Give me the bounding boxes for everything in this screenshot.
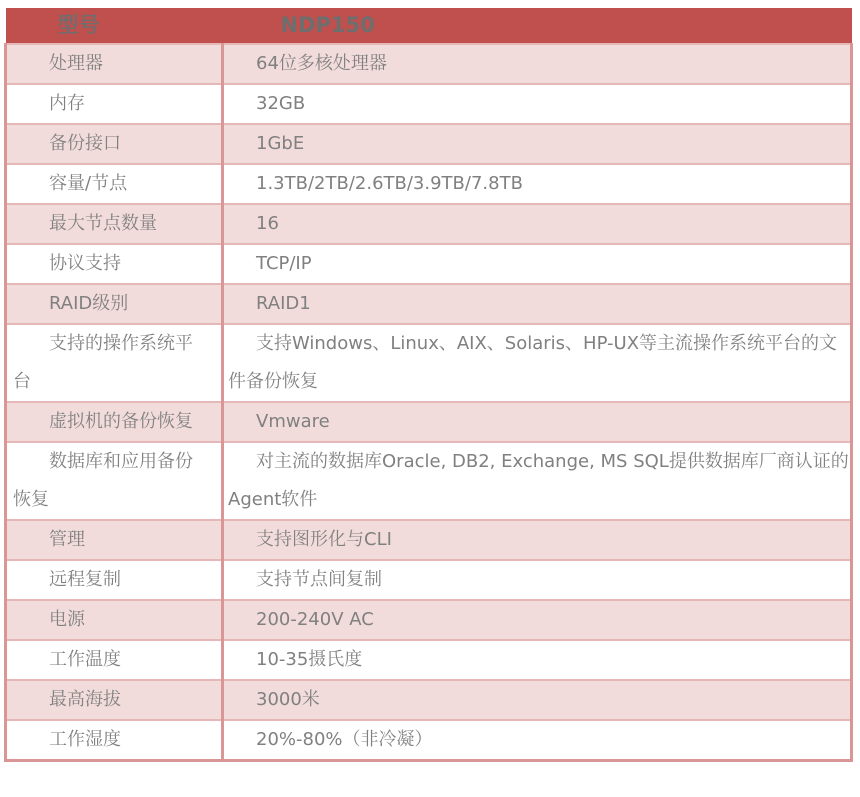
spec-table-container: [4, 8, 853, 762]
spec-label-cell: 电源: [6, 600, 223, 640]
spec-label-cell: 虚拟机的备份恢复: [6, 402, 223, 442]
spec-table: [4, 8, 853, 762]
spec-value-cell: 20%-80%（非冷凝）: [223, 720, 852, 761]
spec-value-cell: TCP/IP: [223, 244, 852, 284]
spec-value-cell: 1.3TB/2TB/2.6TB/3.9TB/7.8TB: [223, 164, 852, 204]
table-row: [6, 520, 852, 560]
spec-value-cell: 对主流的数据库Oracle, DB2, Exchange, MS SQL提供数据库厂商认证的Agent软件: [223, 442, 852, 520]
header-row: [6, 8, 852, 44]
table-row: [6, 44, 852, 84]
spec-value-cell: 1GbE: [223, 124, 852, 164]
table-row: [6, 164, 852, 204]
spec-value-cell: RAID1: [223, 284, 852, 324]
spec-label-cell: 支持的操作系统平台: [6, 324, 223, 402]
spec-table-body: [6, 44, 852, 761]
table-row: [6, 402, 852, 442]
spec-value-cell: 10-35摄氏度: [223, 640, 852, 680]
spec-table-header: [6, 8, 852, 44]
spec-label-cell: 工作湿度: [6, 720, 223, 761]
spec-label-cell: 处理器: [6, 44, 223, 84]
spec-value-cell: 支持节点间复制: [223, 560, 852, 600]
header-model-value: NDP150: [223, 8, 852, 44]
table-row: [6, 324, 852, 402]
spec-label-cell: 数据库和应用备份恢复: [6, 442, 223, 520]
spec-label-cell: 远程复制: [6, 560, 223, 600]
header-model-label: 型号: [6, 8, 223, 44]
spec-label-cell: 工作温度: [6, 640, 223, 680]
spec-value-cell: Vmware: [223, 402, 852, 442]
spec-label-cell: 最大节点数量: [6, 204, 223, 244]
spec-value-cell: 支持图形化与CLI: [223, 520, 852, 560]
spec-value-cell: 64位多核处理器: [223, 44, 852, 84]
spec-value-cell: 3000米: [223, 680, 852, 720]
spec-label-cell: 备份接口: [6, 124, 223, 164]
table-row: [6, 84, 852, 124]
spec-value-cell: 支持Windows、Linux、AIX、Solaris、HP-UX等主流操作系统平台的文件备份恢复: [223, 324, 852, 402]
table-row: [6, 204, 852, 244]
spec-label-cell: 内存: [6, 84, 223, 124]
spec-label-cell: 容量/节点: [6, 164, 223, 204]
table-row: [6, 680, 852, 720]
spec-value-cell: 32GB: [223, 84, 852, 124]
table-row: [6, 560, 852, 600]
table-row: [6, 442, 852, 520]
table-row: [6, 244, 852, 284]
spec-label-cell: 协议支持: [6, 244, 223, 284]
spec-value-cell: 16: [223, 204, 852, 244]
spec-label-cell: 管理: [6, 520, 223, 560]
spec-value-cell: 200-240V AC: [223, 600, 852, 640]
table-row: [6, 600, 852, 640]
table-row: [6, 640, 852, 680]
table-row: [6, 720, 852, 761]
table-row: [6, 124, 852, 164]
spec-label-cell: 最高海拔: [6, 680, 223, 720]
table-row: [6, 284, 852, 324]
spec-label-cell: RAID级别: [6, 284, 223, 324]
